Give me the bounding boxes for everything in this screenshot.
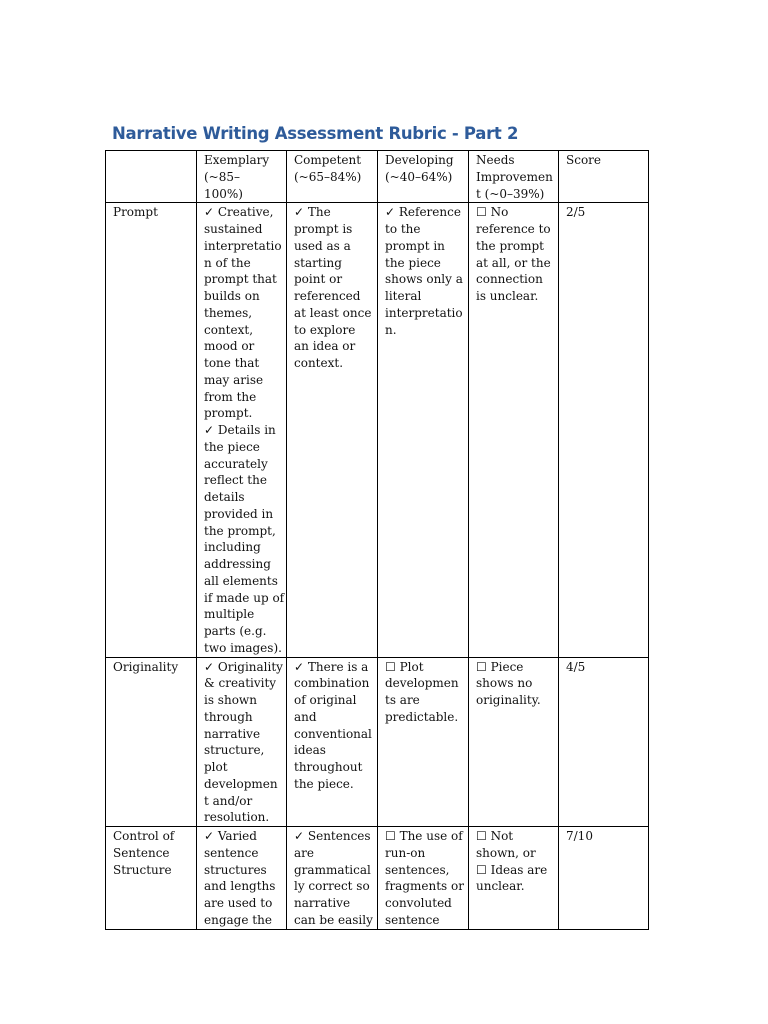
rubric-table — [105, 150, 649, 930]
cell-text-line: addressing — [204, 557, 271, 571]
cell-text-line: Control of — [113, 829, 175, 843]
cell-text-line: sentence — [204, 845, 259, 860]
cell-text-line: predictable. — [385, 709, 459, 724]
table-row-prompt — [106, 203, 649, 657]
exemplary-cell — [197, 657, 287, 827]
cell-text-line: shown, or — [476, 845, 536, 860]
cell-text-line: Sentence — [113, 845, 170, 860]
cell-text-line: ts are — [385, 693, 420, 707]
cell-text-line: including — [204, 540, 261, 555]
cell-text-line: shows no — [476, 676, 533, 691]
cell-text-line: referenced — [294, 289, 361, 303]
cell-text-line: the piece. — [294, 776, 354, 791]
cell-text-line: ☐ Not — [476, 829, 514, 843]
cell-text-line: all elements — [204, 573, 278, 588]
cell-text-line: details — [204, 490, 245, 504]
cell-text-line: ly correct so — [294, 879, 370, 894]
cell-text-line: structure, — [204, 743, 265, 758]
cell-text-line: t and/or — [204, 793, 253, 808]
needs-improvement-cell — [469, 827, 559, 930]
cell-text-line: Prompt — [113, 205, 158, 220]
cell-text-line: sentence — [385, 912, 440, 927]
cell-text-line: ✓ Reference — [385, 205, 461, 220]
cell-text-line: run-on — [385, 845, 426, 860]
cell-text-line: prompt that — [204, 272, 277, 287]
cell-text-line: ☐ Ideas are — [476, 862, 548, 877]
cell-text-line: sentences, — [385, 862, 450, 877]
cell-text-line: ✓ There is a — [294, 659, 369, 674]
competent-cell — [287, 827, 378, 930]
cell-text-line: the prompt, — [204, 523, 276, 538]
cell-text-line: parts (e.g. — [204, 624, 267, 638]
cell-text-line: multiple — [204, 607, 255, 622]
cell-text-line: unclear. — [476, 879, 525, 894]
cell-text-line: conventional — [294, 726, 372, 741]
exemplary-cell — [197, 827, 287, 930]
header-cell-competent — [287, 151, 378, 203]
cell-text-line: builds on — [204, 289, 260, 303]
developing-cell — [378, 827, 469, 930]
cell-text-line: the prompt — [476, 238, 544, 253]
developing-cell — [378, 203, 469, 657]
cell-text-line: ✓ Sentences — [294, 829, 371, 843]
cell-text-line: used as a — [294, 238, 351, 253]
cell-text-line: through — [204, 709, 253, 724]
cell-text-line: narrative — [204, 726, 261, 741]
cell-text-line: from the — [204, 389, 257, 404]
cell-text-line: engage the — [204, 912, 272, 927]
cell-text-line: can be easily — [294, 912, 373, 927]
table-header-row — [106, 151, 649, 203]
cell-text-line: 7/10 — [566, 829, 593, 843]
cell-text-line: context, — [204, 322, 254, 337]
cell-text-line: context. — [294, 356, 344, 370]
cell-text-line: grammatical — [294, 862, 371, 877]
cell-text-line: the piece — [385, 255, 441, 270]
score-cell — [559, 203, 649, 657]
cell-text-line: ☐ The use of — [385, 829, 463, 843]
cell-text-line: the piece — [204, 439, 260, 454]
cell-text-line: at least once — [294, 305, 372, 320]
cell-text-line: themes, — [204, 305, 253, 320]
cell-text-line: & creativity — [204, 676, 277, 691]
cell-text-line: n of the — [204, 255, 251, 270]
cell-text-line: sustained — [204, 222, 263, 236]
cell-text-line: ✓ Creative, — [204, 205, 274, 220]
cell-text-line: Exemplary — [204, 153, 270, 167]
cell-text-line: (~65–84%) — [294, 169, 362, 184]
competent-cell — [287, 657, 378, 827]
cell-text-line: 4/5 — [566, 659, 586, 674]
score-cell — [559, 657, 649, 827]
criterion-cell — [106, 657, 197, 827]
cell-text-line: to the — [385, 222, 421, 236]
cell-text-line: prompt is — [294, 222, 353, 236]
cell-text-line: t (~0–39%) — [476, 186, 545, 201]
needs-improvement-cell — [469, 657, 559, 827]
header-cell-score — [559, 151, 649, 203]
header-cell-needs-improvement — [469, 151, 559, 203]
cell-text-line: ✓ Details in — [204, 423, 276, 437]
cell-text-line: 2/5 — [566, 205, 586, 220]
cell-text-line: connection — [476, 272, 543, 287]
cell-text-line: developmen — [385, 676, 459, 691]
cell-text-line: (~40–64%) — [385, 169, 453, 184]
document-title: Narrative Writing Assessment Rubric - Part 2 — [112, 124, 519, 143]
cell-text-line: starting — [294, 255, 342, 270]
cell-text-line: an idea or — [294, 339, 356, 354]
cell-text-line: narrative — [294, 896, 351, 910]
criterion-cell — [106, 203, 197, 657]
cell-text-line: and — [294, 709, 317, 724]
cell-text-line: accurately — [204, 456, 268, 471]
table-row-sentence-structure — [106, 827, 649, 930]
cell-text-line: prompt. — [204, 406, 253, 421]
cell-text-line: ✓ Originality — [204, 659, 283, 674]
cell-text-line: are used to — [204, 896, 273, 910]
cell-text-line: if made up of — [204, 590, 285, 605]
cell-text-line: 100%) — [204, 186, 243, 201]
cell-text-line: Originality — [113, 659, 179, 674]
cell-text-line: tone that — [204, 356, 260, 370]
cell-text-line: to explore — [294, 322, 356, 337]
needs-improvement-cell — [469, 203, 559, 657]
cell-text-line: Needs — [476, 153, 515, 167]
cell-text-line: Developing — [385, 153, 454, 167]
cell-text-line: may arise — [204, 372, 264, 387]
cell-text-line: shows only a — [385, 272, 463, 287]
cell-text-line: is unclear. — [476, 289, 539, 303]
cell-text-line: n. — [385, 322, 397, 337]
cell-text-line: are — [294, 845, 314, 860]
header-cell-exemplary — [197, 151, 287, 203]
cell-text-line: ✓ The — [294, 205, 331, 220]
cell-text-line: ☐ Piece — [476, 659, 524, 674]
header-cell-blank — [106, 151, 197, 203]
cell-text-line: and lengths — [204, 879, 276, 894]
criterion-cell — [106, 827, 197, 930]
cell-text-line: originality. — [476, 693, 541, 707]
cell-text-line: Score — [566, 153, 602, 167]
cell-text-line: provided in — [204, 506, 274, 521]
exemplary-cell — [197, 203, 287, 657]
cell-text-line: at all, or the — [476, 255, 551, 270]
cell-text-line: point or — [294, 272, 343, 287]
cell-text-line: of original — [294, 693, 357, 707]
table-row-originality — [106, 657, 649, 827]
competent-cell — [287, 203, 378, 657]
cell-text-line: interpretatio — [385, 305, 463, 320]
cell-text-line: mood or — [204, 339, 255, 354]
cell-text-line: prompt in — [385, 238, 445, 253]
cell-text-line: structures — [204, 862, 267, 877]
cell-text-line: Structure — [113, 862, 172, 877]
cell-text-line: resolution. — [204, 810, 270, 825]
cell-text-line: Improvemen — [476, 169, 553, 184]
cell-text-line: two images). — [204, 640, 282, 655]
cell-text-line: ideas — [294, 743, 326, 758]
cell-text-line: ☐ Plot — [385, 659, 424, 674]
cell-text-line: reflect the — [204, 473, 267, 488]
cell-text-line: reference to — [476, 222, 551, 236]
cell-text-line: fragments or — [385, 879, 464, 894]
cell-text-line: (~85– — [204, 169, 241, 184]
score-cell — [559, 827, 649, 930]
cell-text-line: literal — [385, 289, 422, 303]
cell-text-line: developmen — [204, 776, 278, 791]
cell-text-line: is shown — [204, 693, 257, 707]
cell-text-line: interpretatio — [204, 238, 282, 253]
cell-text-line: Competent — [294, 153, 362, 167]
cell-text-line: throughout — [294, 760, 363, 774]
cell-text-line: plot — [204, 760, 228, 774]
header-cell-developing — [378, 151, 469, 203]
cell-text-line: ☐ No — [476, 205, 509, 220]
cell-text-line: ✓ Varied — [204, 829, 257, 843]
cell-text-line: convoluted — [385, 896, 452, 910]
cell-text-line: combination — [294, 676, 370, 691]
developing-cell — [378, 657, 469, 827]
